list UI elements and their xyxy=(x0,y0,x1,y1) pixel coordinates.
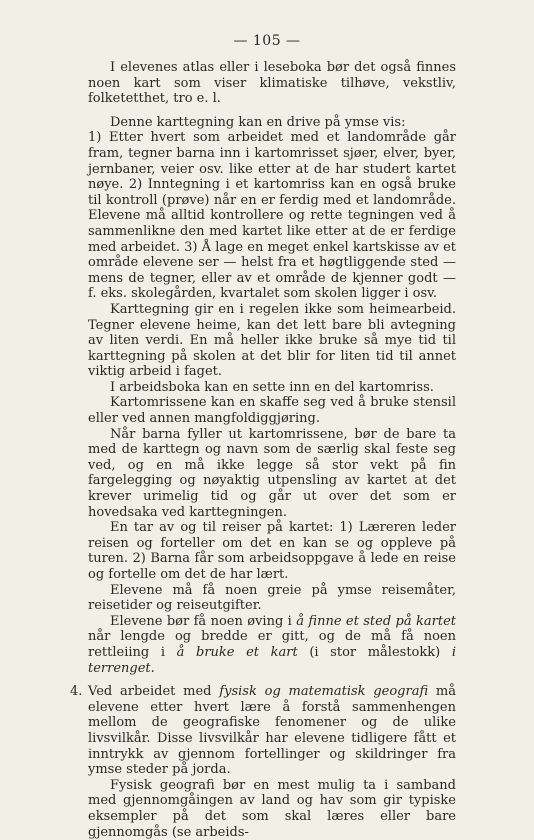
paragraph-travels: En tar av og til reiser på kartet: 1) Læreren leder reisen og forteller om det en kan se og oppleve på turen. 2) Barna får som arbeidsoppgave å lede en reise og fortelle om det de har lært. xyxy=(88,520,456,582)
paragraph-workbook: I arbeidsboka kan en sette inn en del kartomriss. xyxy=(110,379,434,395)
page-number: — 105 — xyxy=(233,33,301,49)
paragraph-homework: Karttegning gir en i regelen ikke som heimearbeid. Tegner elevene heime, kan det lett bare bli avtegning av liten verdi. En må heller ikke bruke så mye tid til karttegning på skolen at det blir for liten tid til annet viktig arbeid i faget. xyxy=(88,301,456,380)
text-run: må elevene etter hvert lære å forstå sammenhengen mellom de geografiske fenomener og de ulike livsvilkår. Disse livsvilkår har elevene tidligere fått et inntrykk av gjennom fortellinger og skildringer fra ymse steder på jorda. xyxy=(88,684,457,778)
paragraph-methods: 1) Etter hvert som arbeidet med et landområde går fram, tegner barna inn i kartomrisset sjøer, elver, byer, jernbaner, veier osv. like etter at de har studert kartet nøye. 2) Inntegning i et kartomriss kan en også bruke til kontroll (prøve) når en er ferdig med et landområde. Elevene må alltid kontrollere og rette tegningen ved å sammenlikne den med kartet like etter at de er ferdige med arbeidet. 3) Å lage en meget enkel kartskisse av et område elevene ser — helst fra et høgtliggende sted — mens de tegner, eller av et område de kjenner godt — f. eks. skolegården, kvartalet som skolen ligger i osv. xyxy=(88,130,456,302)
paragraph-stencil: Kartomrissene kan en skaffe seg ved å bruke stensil eller ved annen mangfoldiggjøring. xyxy=(88,395,456,427)
paragraph-physical-geography: Fysisk geografi bør en mest mulig ta i samband med gjennomgåingen av land og hav som gir typiske eksempler på det som skal læres eller bare gjennomgås (se arbeids- xyxy=(88,777,456,840)
text-run: Elevene bør få noen øving i xyxy=(110,613,297,629)
paragraph-fill-in: Når barna fyller ut kartomrissene, bør de bare ta med de karttegn og navn som de særlig skal feste seg ved, og en må ikke legge så stor vekt på fin fargelegging og nøyaktig utpensling av kartet at det krever urimelig tid og går ut over det som er hovedsaka ved karttegningen. xyxy=(88,426,456,520)
body-text xyxy=(70,60,457,840)
text-run: når lengde og bredde er gitt, og de må få noen rettleiing i xyxy=(88,629,456,660)
italic-text: å bruke et kart xyxy=(176,644,298,660)
italic-text: fysisk og matematisk geografi xyxy=(219,684,429,700)
italic-text: å finne et sted på kartet xyxy=(296,613,457,629)
section-number: 4. xyxy=(70,684,83,700)
paragraph-travel-methods: Elevene må få noen greie på ymse reisemåter, reisetider og reiseutgifter. xyxy=(88,582,456,614)
section-4-paragraph xyxy=(70,684,457,778)
italic-text: i terrenget. xyxy=(88,644,456,676)
text-run: Ved arbeidet med xyxy=(88,684,220,700)
paragraph-intro: Denne karttegning kan en drive på ymse vis: xyxy=(110,114,406,130)
text-run: (i stor målestokk) xyxy=(297,644,452,660)
paragraph-atlas: I elevenes atlas eller i leseboka bør det også finnes noen kart som viser klimatiske tilhøve, vekstliv, folketetthet, tro e. l. xyxy=(88,60,456,107)
paragraph-map-exercise xyxy=(88,614,456,676)
